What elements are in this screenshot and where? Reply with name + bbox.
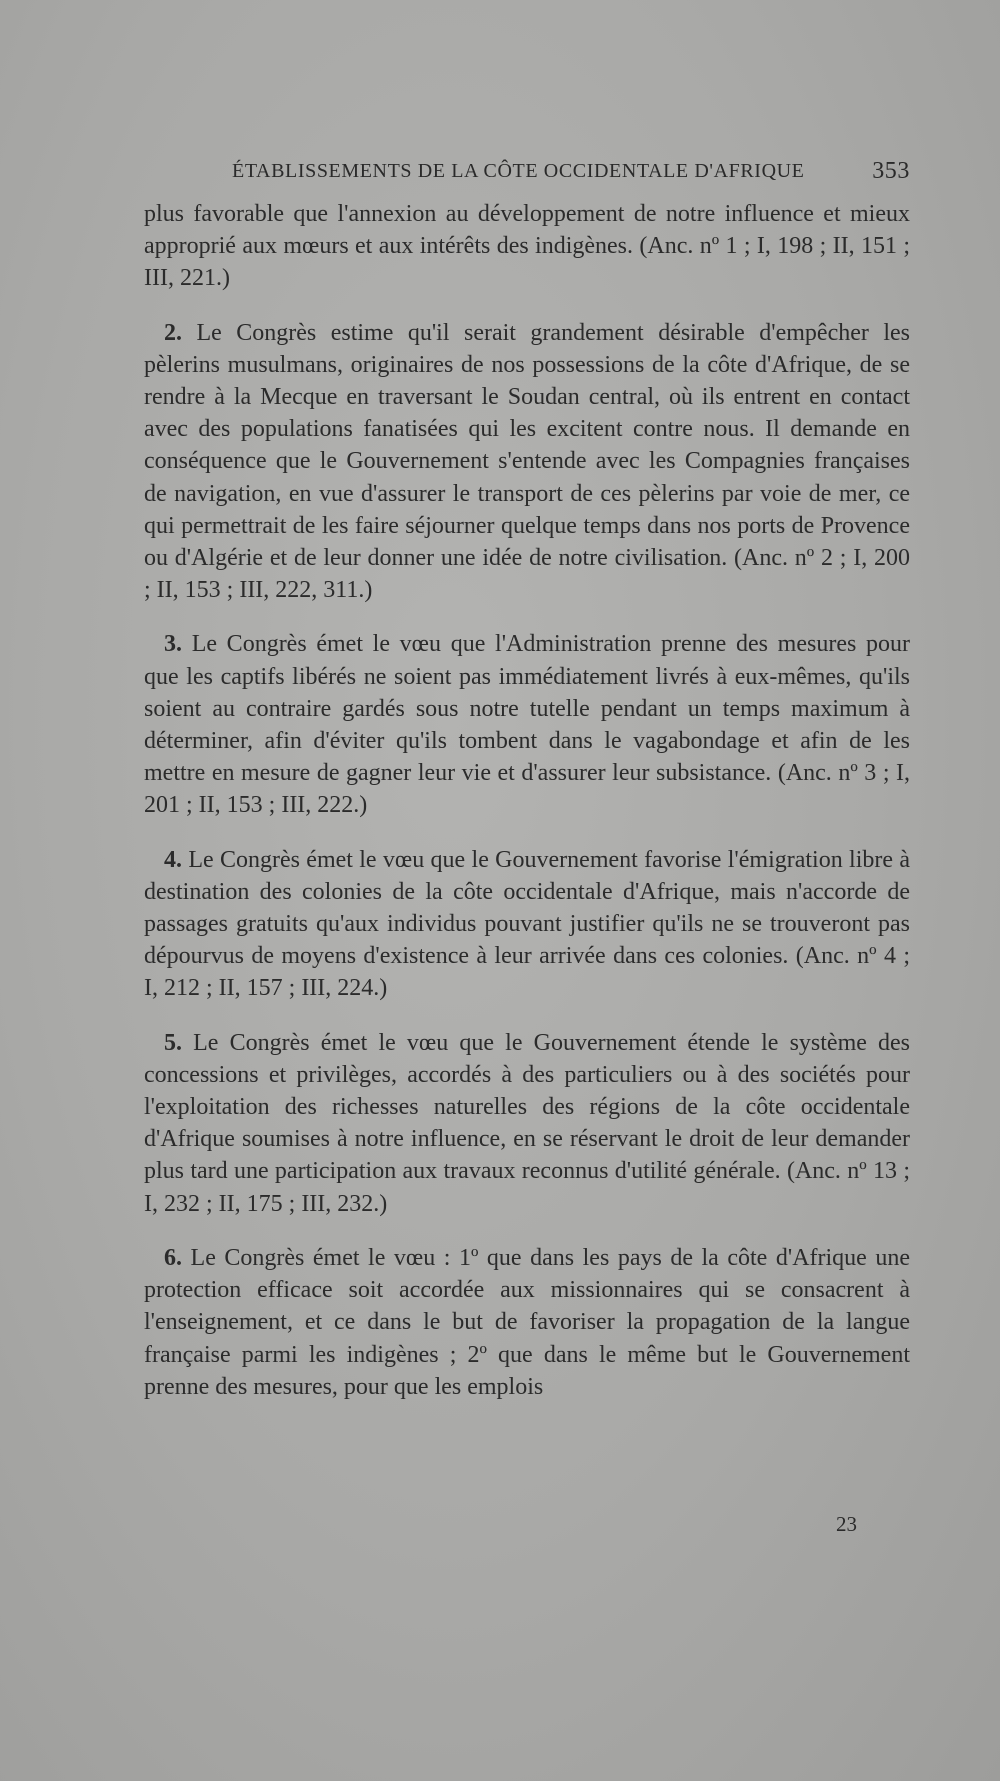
- body-text: [144, 198, 910, 1403]
- paragraph-text: Le Congrès estime qu'il serait grandement désirable d'empêcher les pèlerins musulmans, originaires de nos possessions de la côte d'Afrique, de se rendre à la Mecque en traversant le Soudan central, où ils entrent en contact avec des populations fanatisées qui les excitent contre nous. Il demande en conséquence que le Gouvernement s'entende avec les Compagnies françaises de navigation, en vue d'assurer le transport de ces pèlerins par voie de mer, ce qui permettrait de les faire séjourner quelque temps dans nos ports de Provence ou d'Algérie et de leur donner une idée de notre civilisation. (Anc. nº 2 ; I, 200 ; II, 153 ; III, 222, 311.): [144, 319, 911, 604]
- paragraph-4: [144, 844, 910, 1005]
- page-number: 353: [872, 158, 910, 184]
- paragraph-text: plus favorable que l'annexion au développement de notre influence et mieux approprié aux mœurs et aux intérêts des indigènes. (Anc. nº 1 ; I, 198 ; II, 151 ; III, 221.): [144, 201, 910, 292]
- paragraph-text: Le Congrès émet le vœu que le Gouvernement favorise l'émigration libre à destination des colonies de la côte occidentale d'Afrique, mais n'accorde de passages gratuits qu'aux individus pouvant justifier qu'ils ne se trouveront pas dépourvus de moyens d'existence à leur arrivée dans ces colonies. (Anc. nº 4 ; I, 212 ; II, 157 ; III, 224.): [144, 846, 911, 1002]
- signature-mark: 23: [836, 1512, 857, 1536]
- paragraph-text: Le Congrès émet le vœu que l'Administration prenne des mesures pour que les captifs libérés ne soient pas immédiatement livrés à eux-mêmes, qu'ils soient au contraire gardés sous notre tutelle pendant un temps maximum à déterminer, afin d'éviter qu'ils tombent dans le vagabondage et afin de les mettre en mesure de gagner leur vie et d'assurer leur subsistance. (Anc. nº 3 ; I, 201 ; II, 153 ; III, 222.): [144, 631, 910, 819]
- paragraph-number: 6.: [164, 1244, 182, 1271]
- paragraph-number: 4.: [164, 846, 182, 873]
- paragraph-text: Le Congrès émet le vœu que le Gouvernement étende le système des concessions et privilèges, accordés à des particuliers ou à des sociétés pour l'exploitation des richesses naturelles des régions de la côte occidentale d'Afrique soumises à notre influence, en se réservant le droit de leur demander plus tard une participation aux travaux reconnus d'utilité générale. (Anc. nº 13 ; I, 232 ; II, 175 ; III, 232.): [144, 1029, 911, 1217]
- running-head: [232, 160, 910, 190]
- paragraph-number: 5.: [164, 1029, 182, 1056]
- paragraph-number: 2.: [164, 319, 182, 346]
- paragraph-5: [144, 1027, 910, 1220]
- paragraph-continuation: [144, 198, 910, 295]
- paragraph-3: [144, 628, 910, 821]
- paragraph-6: [144, 1242, 910, 1403]
- running-head-title: ÉTABLISSEMENTS DE LA CÔTE OCCIDENTALE D'AFRIQUE: [232, 160, 805, 182]
- paragraph-number: 3.: [164, 631, 182, 658]
- paragraph-2: [144, 317, 910, 607]
- paragraph-text: Le Congrès émet le vœu : 1º que dans les pays de la côte d'Afrique une protection efficace soit accordée aux missionnaires qui se consacrent à l'enseignement, et ce dans le but de favoriser la propagation de la langue française parmi les indigènes ; 2º que dans le même but le Gouvernement prenne des mesures, pour que les emplois: [144, 1244, 911, 1400]
